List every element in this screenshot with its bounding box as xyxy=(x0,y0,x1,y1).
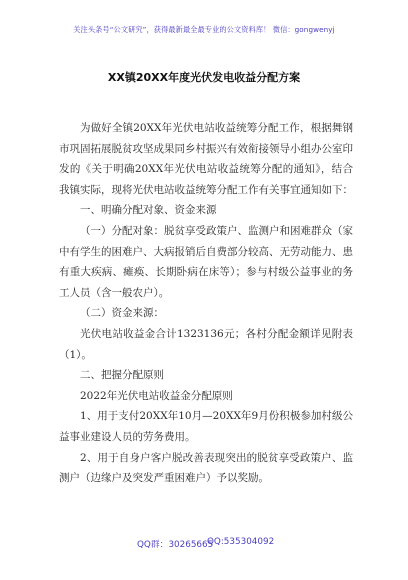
paragraph-principle-2: 2、用于自身户客户脱改善表现突出的脱贫享受政策户、监测户（边缘户及突发严重困难户）予以奖励。 xyxy=(59,451,353,485)
paragraph-principles-title: 2022年光伏电站收益金分配原则 xyxy=(80,389,233,402)
promo-banner: 关注头条号“公文研究”，获得最新最全最专业的公文资料库！ 微信：gongwenyj xyxy=(73,25,335,34)
document-body xyxy=(59,118,353,489)
paragraph-intro: 为做好全镇20XX年光伏电站收益统筹分配工作，根据舞钢市巩固拓展脱贫攻坚成果同乡村振兴有效衔接领导小组办公室印发的《关于明确20XX年光伏电站收益统筹分配的通知》，结合我镇实际，现将光伏电站收益统筹分配工作有关事宜通知如下： xyxy=(59,122,353,196)
qq-contact-link[interactable]: QQ:535304092 xyxy=(207,537,275,547)
section-heading-1: 一、明确分配对象、资金来源 xyxy=(80,204,217,217)
document-title: XX镇20XX年度光伏发电收益分配方案 xyxy=(107,71,301,84)
subheading-funding-source: （二）资金来源： xyxy=(80,307,164,320)
qq-group-link[interactable]: QQ群：30265665 xyxy=(137,540,214,550)
paragraph-distribution-targets: （一）分配对象：脱贫享受政策户、监测户和困难群众（家中有学生的困难户、大病报销后自费部分较高、无劳动能力、患有重大疾病、瘫痪、长期卧病在床等）；参与村级公益事业的务工人员（含一般农户）。 xyxy=(59,224,353,299)
paragraph-funding-amount: 光伏电站收益金合计1323136元；各村分配金额详见附表（1）。 xyxy=(59,327,353,361)
paragraph-principle-1: 1、用于支付20XX年10月—20XX年9月份积极参加村级公益事业建设人员的劳务费用。 xyxy=(59,410,353,443)
section-heading-2: 二、把握分配原则 xyxy=(80,369,164,382)
